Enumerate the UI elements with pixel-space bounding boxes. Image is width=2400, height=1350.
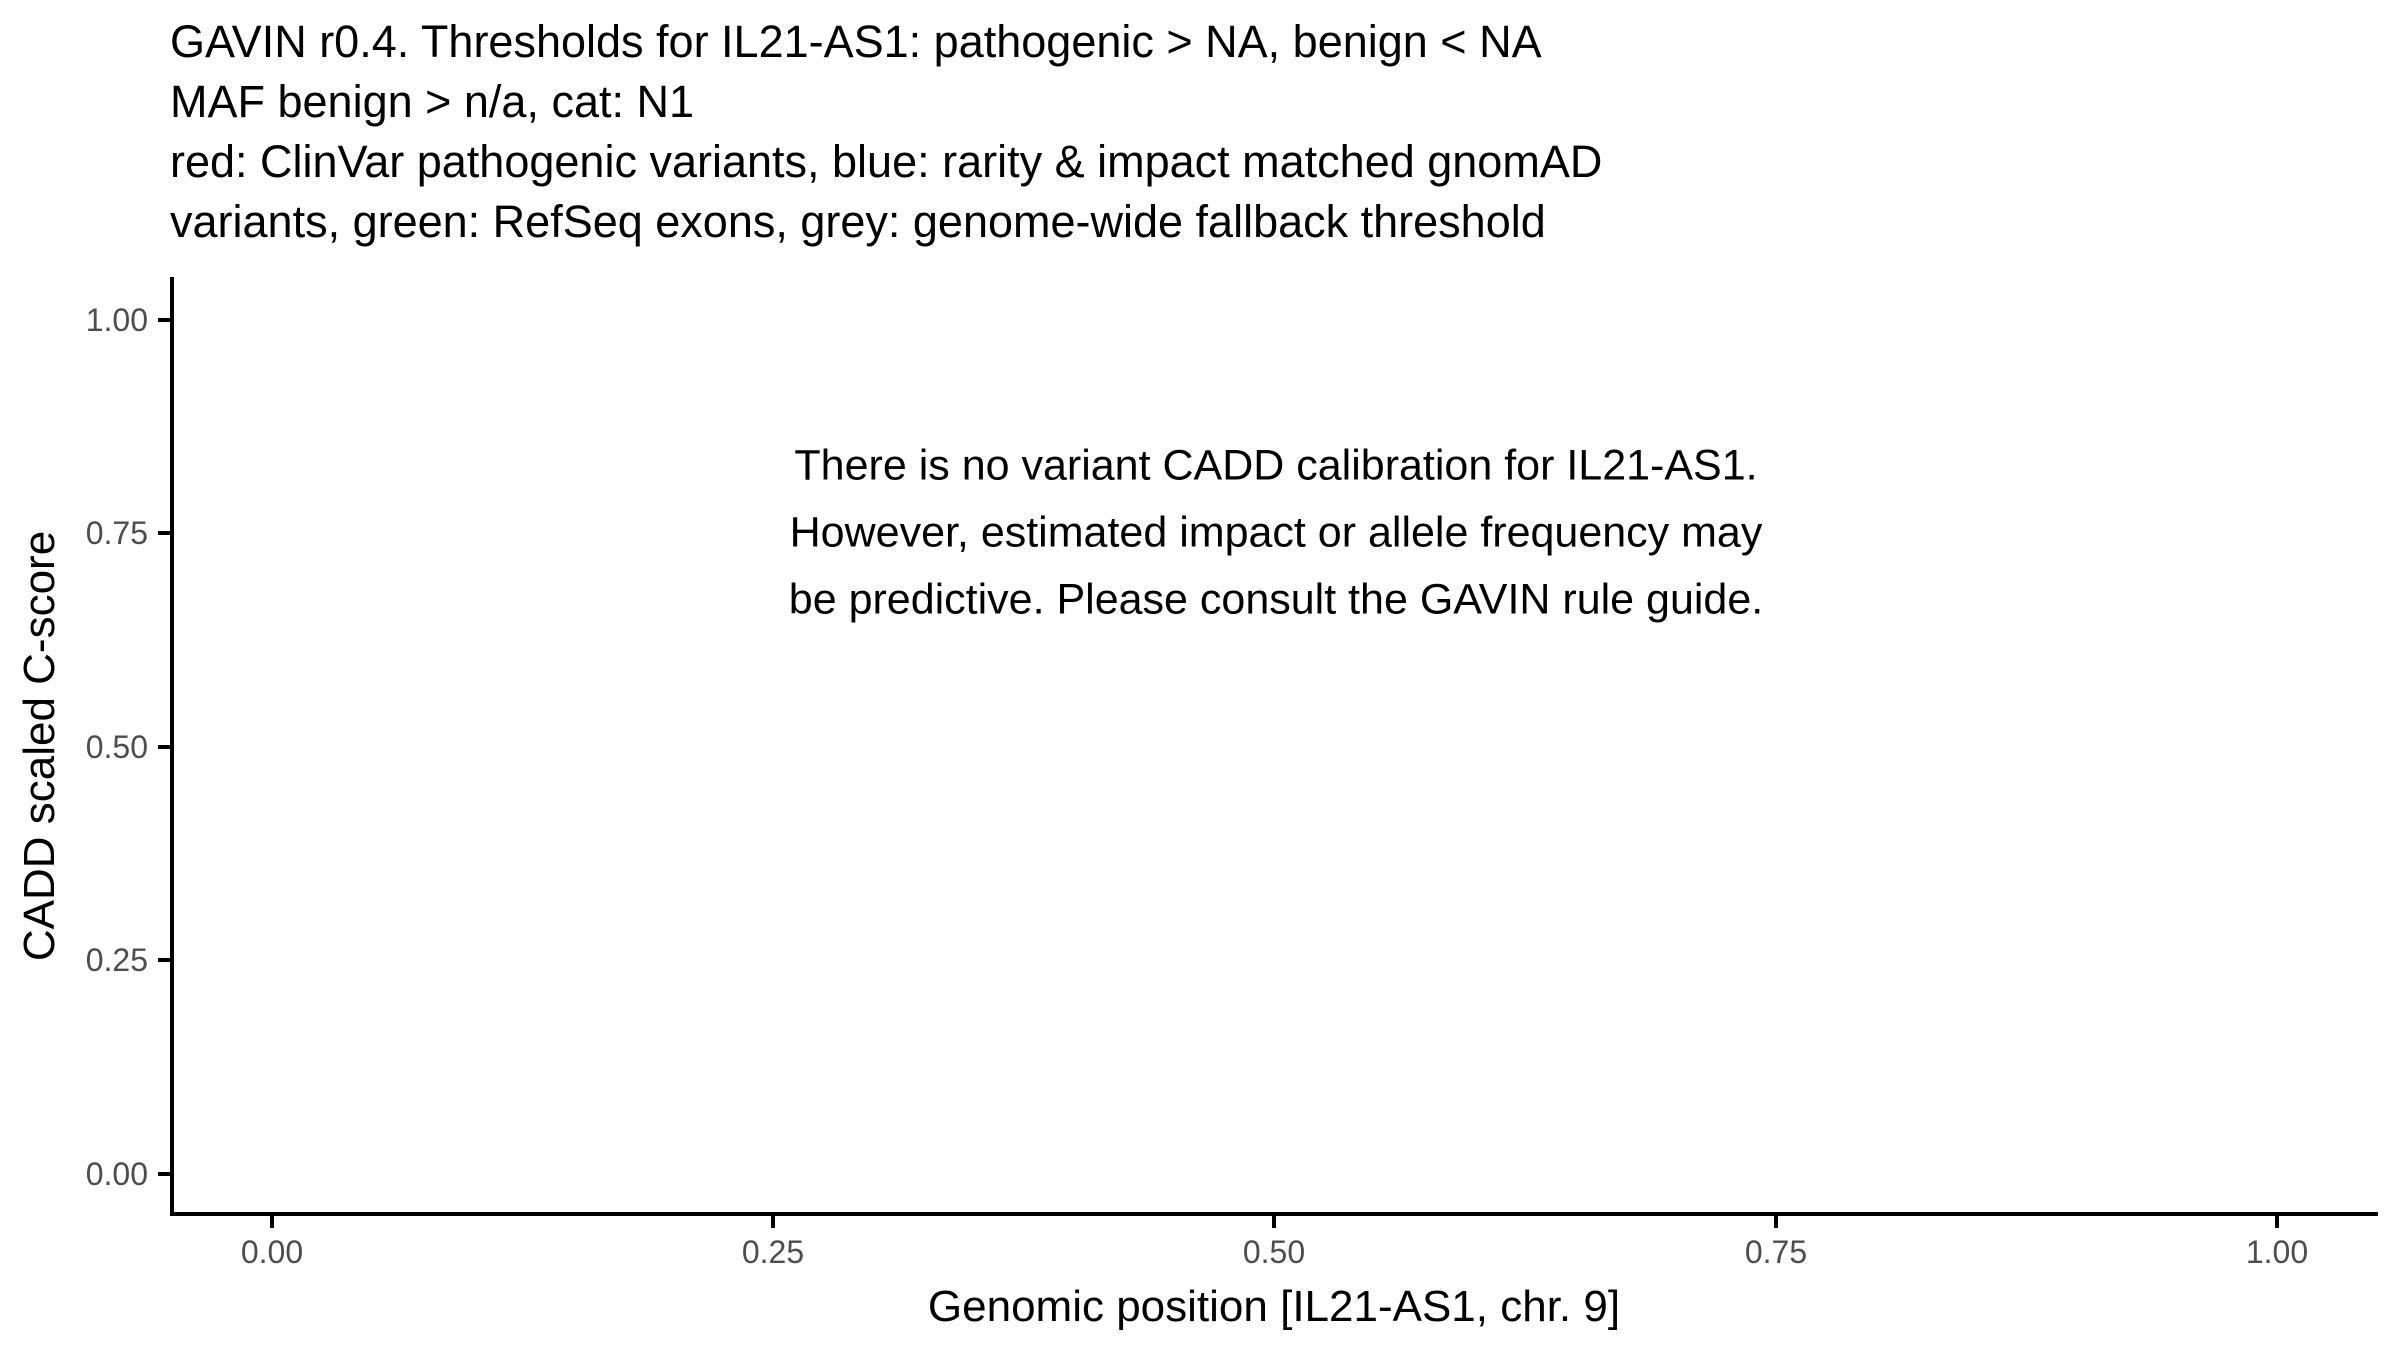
x-tick-mark — [1774, 1216, 1778, 1228]
y-tick-label: 0.25 — [85, 942, 148, 978]
x-tick-label: 1.00 — [2245, 1234, 2309, 1270]
y-tick-label: 0.50 — [85, 729, 148, 765]
x-tick-label: 0.25 — [741, 1234, 805, 1270]
y-tick-label: 1.00 — [85, 302, 148, 338]
y-tick-mark — [158, 958, 170, 962]
y-tick-label: 0.00 — [85, 1156, 148, 1192]
y-tick-mark — [158, 1172, 170, 1176]
y-tick-mark — [158, 531, 170, 535]
no-calibration-annotation — [789, 433, 1763, 634]
x-tick-label: 0.50 — [1242, 1234, 1306, 1270]
x-tick-label: 0.00 — [240, 1234, 304, 1270]
x-tick-mark — [771, 1216, 775, 1228]
x-tick-mark — [1272, 1216, 1276, 1228]
plot-title — [170, 12, 1602, 252]
annotation-line-2: However, estimated impact or allele frequency may — [789, 508, 1763, 557]
plot-title-line-3: red: ClinVar pathogenic variants, blue: rarity & impact matched gnomAD — [170, 136, 1603, 187]
plot-panel — [170, 277, 2378, 1216]
x-axis-title: Genomic position [IL21-AS1, chr. 9] — [927, 1282, 1621, 1331]
plot-title-line-1: GAVIN r0.4. Thresholds for IL21-AS1: pathogenic > NA, benign < NA — [170, 16, 1542, 67]
y-tick-mark — [158, 745, 170, 749]
x-tick-label: 0.75 — [1744, 1234, 1808, 1270]
annotation-line-1: There is no variant CADD calibration for IL21-AS1. — [794, 441, 1758, 490]
annotation-line-3: be predictive. Please consult the GAVIN rule guide. — [788, 575, 1764, 624]
x-tick-mark — [2275, 1216, 2279, 1228]
x-tick-mark — [270, 1216, 274, 1228]
y-tick-mark — [158, 318, 170, 322]
y-tick-label: 0.75 — [85, 515, 148, 551]
y-axis-title: CADD scaled C-score — [15, 530, 64, 962]
plot-title-line-2: MAF benign > n/a, cat: N1 — [170, 76, 695, 127]
plot-title-line-4: variants, green: RefSeq exons, grey: genome-wide fallback threshold — [170, 196, 1546, 247]
